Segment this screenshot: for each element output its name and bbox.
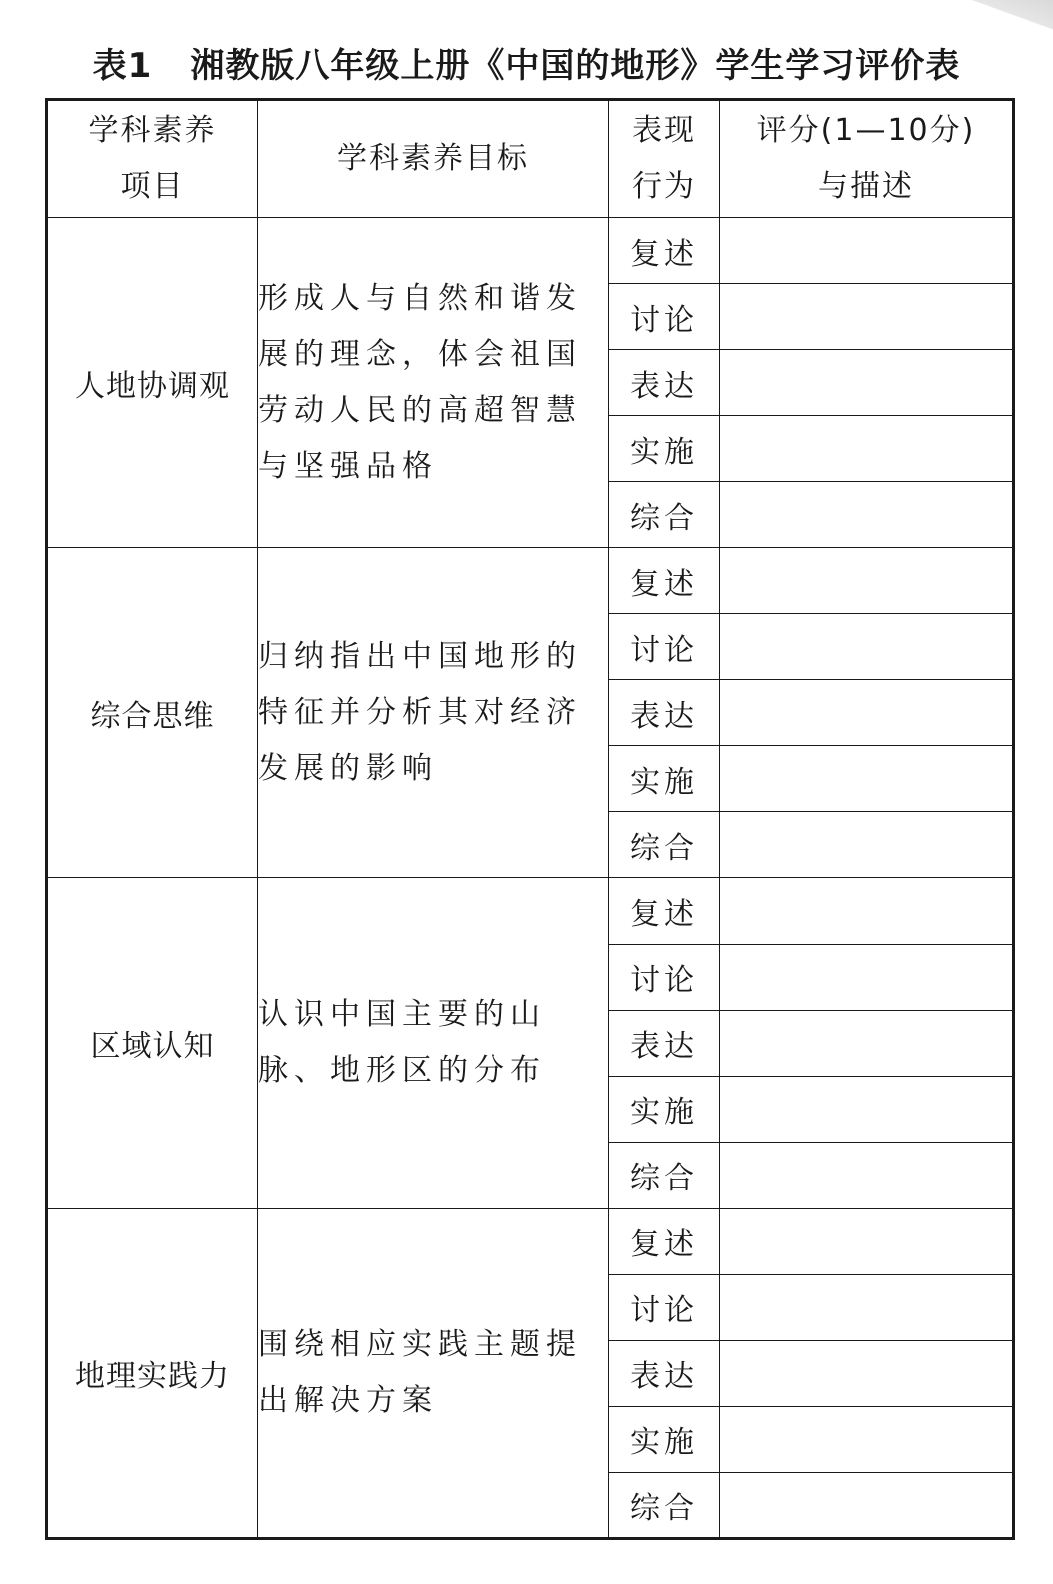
score-cell[interactable] — [720, 1340, 1014, 1406]
table-row — [47, 218, 1014, 284]
header-score-line2: 与描述 — [818, 169, 914, 204]
row-goal: 形成人与自然和谐发展的理念，体会祖国劳动人民的高超智慧与坚强品格 — [258, 218, 609, 548]
score-cell[interactable] — [720, 944, 1014, 1010]
behavior-cell: 复述 — [609, 1208, 720, 1274]
behavior-cell: 表达 — [609, 680, 720, 746]
score-cell[interactable] — [720, 1406, 1014, 1472]
header-row — [47, 100, 1014, 218]
header-behavior — [609, 100, 720, 218]
behavior-cell: 实施 — [609, 416, 720, 482]
table-row — [47, 1208, 1014, 1274]
behavior-cell: 讨论 — [609, 1274, 720, 1340]
score-cell[interactable] — [720, 218, 1014, 284]
score-cell[interactable] — [720, 1274, 1014, 1340]
score-cell[interactable] — [720, 1076, 1014, 1142]
row-goal: 围绕相应实践主题提出解决方案 — [258, 1208, 609, 1538]
behavior-cell: 表达 — [609, 1010, 720, 1076]
score-cell[interactable] — [720, 878, 1014, 944]
header-item-line1: 学科素养 — [88, 113, 217, 148]
row-item: 区域认知 — [47, 878, 258, 1208]
table-title — [0, 38, 1053, 87]
row-goal: 认识中国主要的山脉、地形区的分布 — [258, 878, 609, 1208]
header-score-line1: 评分(1—10分) — [756, 113, 976, 148]
score-cell[interactable] — [720, 680, 1014, 746]
behavior-cell: 实施 — [609, 1406, 720, 1472]
behavior-cell: 综合 — [609, 1472, 720, 1538]
behavior-cell: 综合 — [609, 482, 720, 548]
table-row — [47, 878, 1014, 944]
score-cell[interactable] — [720, 746, 1014, 812]
row-item: 地理实践力 — [47, 1208, 258, 1538]
behavior-cell: 实施 — [609, 746, 720, 812]
behavior-cell: 讨论 — [609, 284, 720, 350]
behavior-cell: 表达 — [609, 350, 720, 416]
behavior-cell: 综合 — [609, 1142, 720, 1208]
behavior-cell: 复述 — [609, 878, 720, 944]
header-behavior-line1: 表现 — [632, 113, 696, 148]
page-corner-fold — [963, 0, 1053, 40]
score-cell[interactable] — [720, 1142, 1014, 1208]
score-cell[interactable] — [720, 482, 1014, 548]
row-goal: 归纳指出中国地形的特征并分析其对经济发展的影响 — [258, 548, 609, 878]
row-item: 人地协调观 — [47, 218, 258, 548]
behavior-cell: 讨论 — [609, 614, 720, 680]
header-goal: 学科素养目标 — [258, 100, 609, 218]
header-item — [47, 100, 258, 218]
behavior-cell: 讨论 — [609, 944, 720, 1010]
header-score — [720, 100, 1014, 218]
score-cell[interactable] — [720, 1472, 1014, 1538]
behavior-cell: 综合 — [609, 812, 720, 878]
score-cell[interactable] — [720, 416, 1014, 482]
header-item-line2: 项目 — [120, 169, 185, 204]
score-cell[interactable] — [720, 614, 1014, 680]
header-behavior-line2: 行为 — [632, 169, 696, 204]
behavior-cell: 表达 — [609, 1340, 720, 1406]
behavior-cell: 复述 — [609, 218, 720, 284]
behavior-cell: 实施 — [609, 1076, 720, 1142]
table-row — [47, 548, 1014, 614]
score-cell[interactable] — [720, 812, 1014, 878]
score-cell[interactable] — [720, 1208, 1014, 1274]
score-cell[interactable] — [720, 350, 1014, 416]
behavior-cell: 复述 — [609, 548, 720, 614]
score-cell[interactable] — [720, 1010, 1014, 1076]
row-item: 综合思维 — [47, 548, 258, 878]
table-number: 表1 — [92, 46, 153, 86]
table-title-text: 湘教版八年级上册《中国的地形》学生学习评价表 — [190, 46, 961, 86]
evaluation-table — [45, 98, 1015, 1540]
score-cell[interactable] — [720, 284, 1014, 350]
score-cell[interactable] — [720, 548, 1014, 614]
